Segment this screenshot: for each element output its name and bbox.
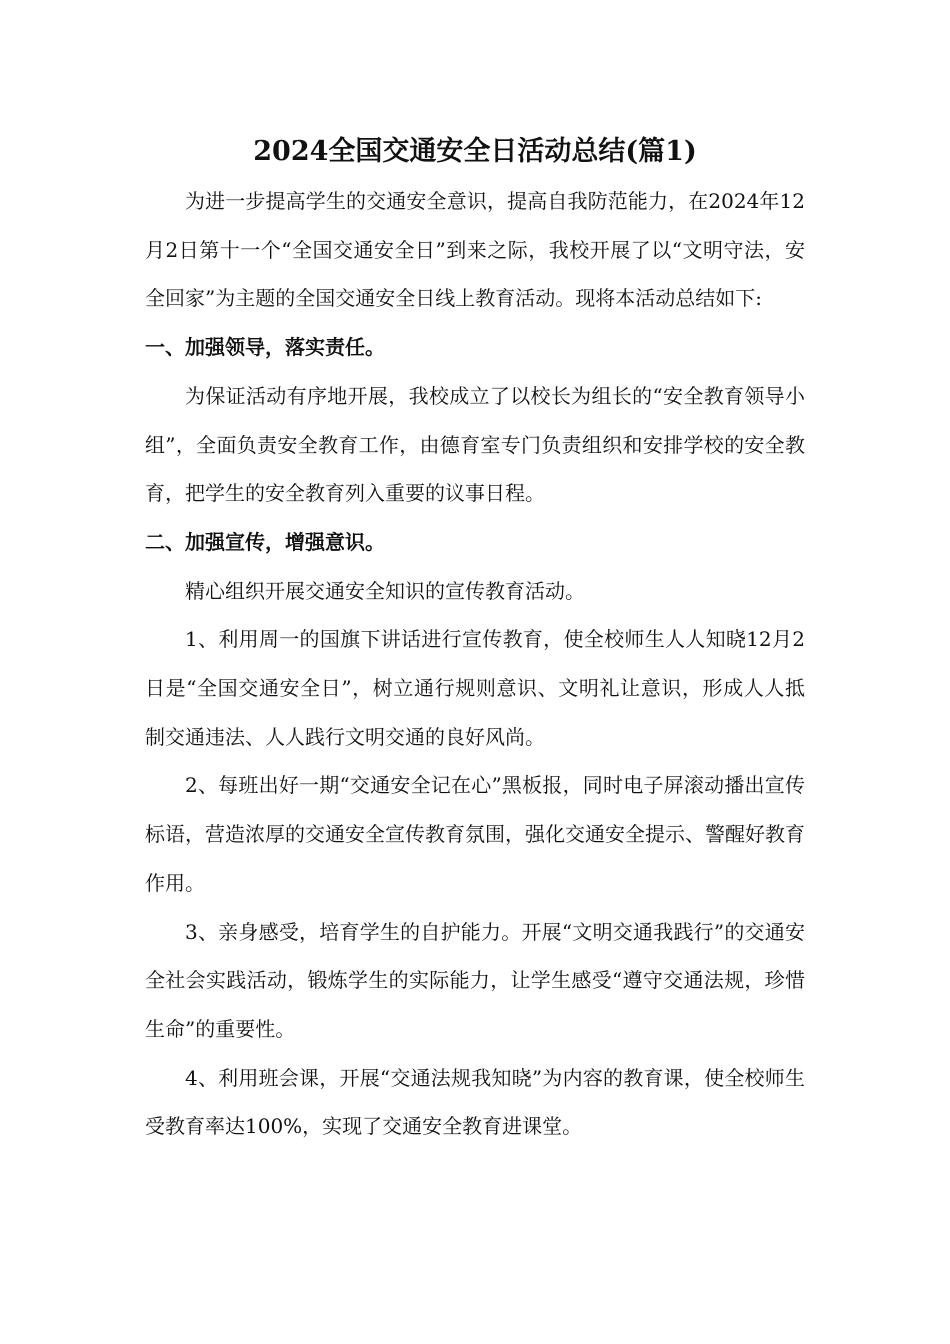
section-2-intro: 精心组织开展交通安全知识的宣传教育活动。: [185, 578, 585, 603]
document-body: [145, 177, 805, 1151]
section-heading-1: 一、加强领导，落实责任。: [145, 335, 385, 360]
item-4-paragraph: 4、利用班会课，开展“交通法规我知晓”为内容的教育课，使全校师生受教育率达100%，实现了交通安全教育进课堂。: [145, 1065, 805, 1139]
item-2-paragraph: 2、每班出好一期“交通安全记在心”黑板报，同时电子屏滚动播出宣传标语，营造浓厚的交通安全宣传教育氛围，强化交通安全提示、警醒好教育作用。: [145, 773, 805, 895]
document-title: 2024全国交通安全日活动总结(篇1): [253, 136, 697, 167]
intro-paragraph: 为进一步提高学生的交通安全意识，提高自我防范能力，在2024年12月2日第十一个“全国交通安全日”到来之际，我校开展了以“文明守法，安全回家”为主题的全国交通安全日线上教育活动。现将本活动总结如下:: [145, 189, 805, 311]
item-3-paragraph: 3、亲身感受，培育学生的自护能力。开展“文明交通我践行”的交通安全社会实践活动，锻炼学生的实际能力，让学生感受“遵守交通法规，珍惜生命”的重要性。: [145, 919, 805, 1041]
item-1-paragraph: 1、利用周一的国旗下讲话进行宣传教育，使全校师生人人知晓12月2日是“全国交通安全日”，树立通行规则意识、文明礼让意识，形成人人抵制交通违法、人人践行文明交通的良好风尚。: [145, 627, 805, 749]
section-1-paragraph: 为保证活动有序地开展，我校成立了以校长为组长的“安全教育领导小组”，全面负责安全教育工作，由德育室专门负责组织和安排学校的安全教育，把学生的安全教育列入重要的议事日程。: [145, 383, 805, 506]
section-heading-2: 二、加强宣传，增强意识。: [145, 529, 385, 554]
